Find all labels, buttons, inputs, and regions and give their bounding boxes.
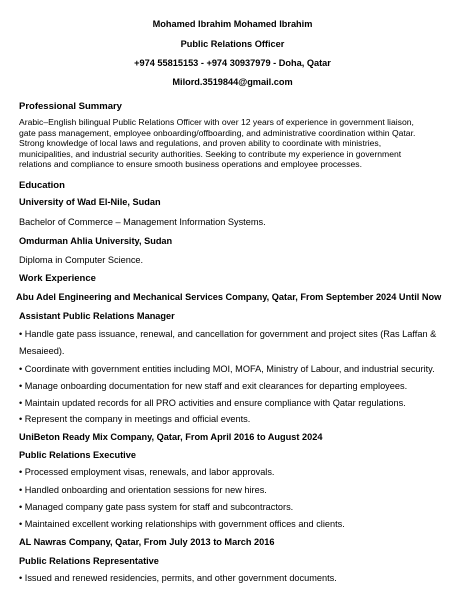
education-heading: Education (19, 180, 65, 191)
job-bullet: • Coordinate with government entities including MOI, MOFA, Ministry of Labour, and industrial security. (19, 364, 435, 374)
job-role: Public Relations Executive (19, 450, 136, 460)
summary-line: Arabic–English bilingual Public Relations Officer with over 12 years of experience in government liaison, (19, 117, 414, 127)
job-bullet: • Manage onboarding documentation for new staff and exit clearances for departing employees. (19, 381, 408, 391)
job-role: Public Relations Representative (19, 556, 159, 566)
email-address: Milord.3519844@gmail.com (172, 77, 293, 87)
job-role: Assistant Public Relations Manager (19, 311, 175, 321)
job-company: Abu Adel Engineering and Mechanical Services Company, Qatar, From September 2024 Until Now (16, 292, 442, 302)
school-degree: Diploma in Computer Science. (19, 255, 144, 265)
candidate-name: Mohamed Ibrahim Mohamed Ibrahim (152, 19, 313, 29)
school-name: Omdurman Ahlia University, Sudan (19, 236, 173, 246)
summary-heading: Professional Summary (19, 101, 122, 112)
job-bullet: • Represent the company in meetings and official events. (19, 414, 251, 424)
experience-heading: Work Experience (19, 273, 96, 284)
job-bullet: • Processed employment visas, renewals, and labor approvals. (19, 467, 275, 477)
job-bullet: • Handled onboarding and orientation sessions for new hires. (19, 485, 267, 495)
job-bullet: • Maintain updated records for all PRO activities and ensure compliance with Qatar regulations. (19, 398, 406, 408)
job-bullet: Mesaieed). (19, 346, 65, 356)
job-bullet: • Issued and renewed residencies, permits, and other government documents. (19, 573, 337, 583)
contact-line: +974 55815153 - +974 30937979 - Doha, Qatar (134, 58, 331, 68)
job-company: AL Nawras Company, Qatar, From July 2013 to March 2016 (19, 537, 275, 547)
summary-line: Strong knowledge of local laws and regulations, and proven ability to coordinate with ministries, (19, 138, 382, 149)
school-degree: Bachelor of Commerce – Management Information Systems. (19, 217, 266, 227)
summary-line: relations and compliance to ensure smooth business operations and employee processes. (19, 159, 362, 170)
job-bullet: • Maintained excellent working relationships with government offices and clients. (19, 519, 345, 529)
job-bullet: • Handle gate pass issuance, renewal, and cancellation for government and project sites (Ras Laffan & (19, 329, 437, 339)
summary-line: gate pass management, employee onboarding/offboarding, and administrative coordination within Qatar. (19, 127, 416, 138)
school-name: University of Wad El-Nile, Sudan (19, 197, 161, 207)
summary-line: municipalities, and industrial security authorities. Seeking to contribute my experience in government (19, 148, 402, 159)
job-title: Public Relations Officer (180, 39, 285, 49)
summary-paragraph (19, 117, 455, 170)
job-company: UniBeton Ready Mix Company, Qatar, From April 2016 to August 2024 (19, 432, 323, 442)
job-bullet: • Managed company gate pass system for staff and subcontractors. (19, 502, 294, 512)
